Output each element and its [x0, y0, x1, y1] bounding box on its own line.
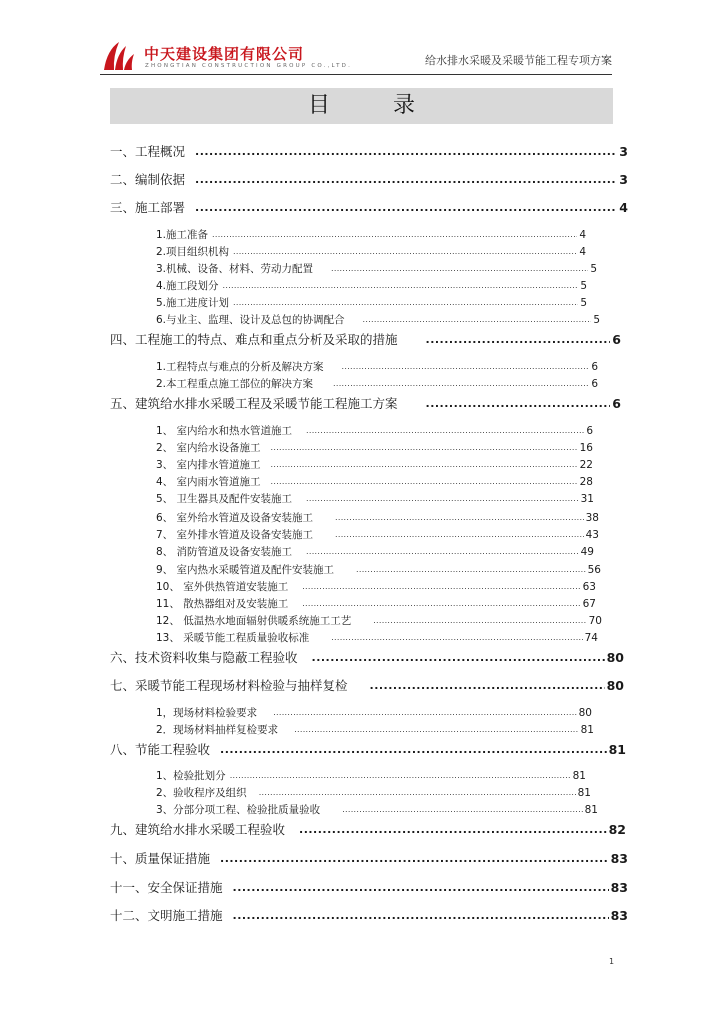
- toc-section[interactable]: 三、施工部署 ..... 4: [110, 199, 628, 216]
- toc-item[interactable]: 10、 室外供热管道安装施工 ..... 63: [156, 580, 596, 594]
- company-name: 中天建设集团有限公司: [144, 45, 305, 63]
- toc-section[interactable]: 五、建筑给水排水采暖工程及采暖节能工程施工方案 ..... 6: [110, 395, 621, 412]
- toc-item[interactable]: 2、验收程序及组织 ..... 81: [156, 786, 591, 800]
- toc-heading: 目 录: [110, 88, 613, 124]
- toc-item[interactable]: 1、检验批划分 ..... 81: [156, 769, 586, 783]
- toc-section[interactable]: 十、质量保证措施 ..... 83: [110, 850, 628, 867]
- toc-section[interactable]: 十一、安全保证措施 ..... 83: [110, 879, 628, 896]
- toc-item[interactable]: 1，现场材料检验要求 ..... 80: [156, 706, 592, 720]
- toc-item[interactable]: 13、 采暖节能工程质量验收标准 ..... 74: [156, 631, 598, 645]
- toc-item[interactable]: 4.施工段划分 ..... 5: [156, 279, 587, 293]
- toc-item[interactable]: 4、 室内雨水管道施工 ..... 28: [156, 475, 593, 489]
- toc-section[interactable]: 九、建筑给水排水采暖工程验收 ..... 82: [110, 821, 626, 838]
- page-header: [100, 38, 612, 76]
- toc-item[interactable]: 5.施工进度计划 ..... 5: [156, 296, 587, 310]
- toc-item[interactable]: 8、 消防管道及设备安装施工 ..... 49: [156, 545, 594, 559]
- toc-section[interactable]: 八、节能工程验收 ..... 81: [110, 741, 626, 758]
- toc-section[interactable]: 十二、文明施工措施 ..... 83: [110, 907, 628, 924]
- toc-item[interactable]: 6、 室外给水管道及设备安装施工 ..... 38: [156, 511, 599, 525]
- toc-item[interactable]: 3.机械、设备、材料、劳动力配置 ..... 5: [156, 262, 597, 276]
- toc-item[interactable]: 9、 室内热水采暖管道及配件安装施工 ..... 56: [156, 563, 601, 577]
- document-title: 给水排水采暖及采暖节能工程专项方案: [425, 54, 612, 67]
- toc-item[interactable]: 1.施工准备 ..... 4: [156, 228, 586, 242]
- company-logo-icon: [102, 40, 136, 72]
- toc-item[interactable]: 5、 卫生器具及配件安装施工 ..... 31: [156, 492, 594, 506]
- toc-item[interactable]: 1、 室内给水和热水管道施工 ..... 6: [156, 424, 593, 438]
- toc-section[interactable]: 一、工程概况 ..... 3: [110, 143, 628, 160]
- toc-item[interactable]: 7、 室外排水管道及设备安装施工 ..... 43: [156, 528, 599, 542]
- toc-item[interactable]: 3、 室内排水管道施工 ..... 22: [156, 458, 593, 472]
- company-name-en: ZHONGTIAN CONSTRUCTION GROUP CO.,LTD.: [145, 63, 353, 69]
- header-divider: [100, 74, 612, 75]
- toc-section[interactable]: 七、采暖节能工程现场材料检验与抽样复检 ..... 80: [110, 677, 624, 694]
- toc-item[interactable]: 1.工程特点与难点的分析及解决方案 ..... 6: [156, 360, 598, 374]
- toc-item[interactable]: 3、分部分项工程、检验批质量验收 ..... 81: [156, 803, 598, 817]
- toc-item[interactable]: 11、 散热器组对及安装施工 ..... 67: [156, 597, 596, 611]
- toc-item[interactable]: 2、 室内给水设备施工 ..... 16: [156, 441, 593, 455]
- toc-section[interactable]: 二、编制依据 ..... 3: [110, 171, 628, 188]
- toc-item[interactable]: 12、 低温热水地面辐射供暖系统施工工艺 ..... 70: [156, 614, 602, 628]
- page-number: 1: [609, 957, 615, 966]
- toc-section[interactable]: 六、技术资料收集与隐蔽工程验收 ..... 80: [110, 649, 624, 666]
- toc-section[interactable]: 四、工程施工的特点、难点和重点分析及采取的措施 ..... 6: [110, 331, 621, 348]
- toc-item[interactable]: 2.本工程重点施工部位的解决方案 ..... 6: [156, 377, 598, 391]
- toc-item[interactable]: 2．现场材料抽样复检要求 ..... 81: [156, 723, 594, 737]
- toc-item[interactable]: 2.项目组织机构 ..... 4: [156, 245, 586, 259]
- toc-item[interactable]: 6.与业主、监理、设计及总包的协调配合 ..... 5: [156, 313, 600, 327]
